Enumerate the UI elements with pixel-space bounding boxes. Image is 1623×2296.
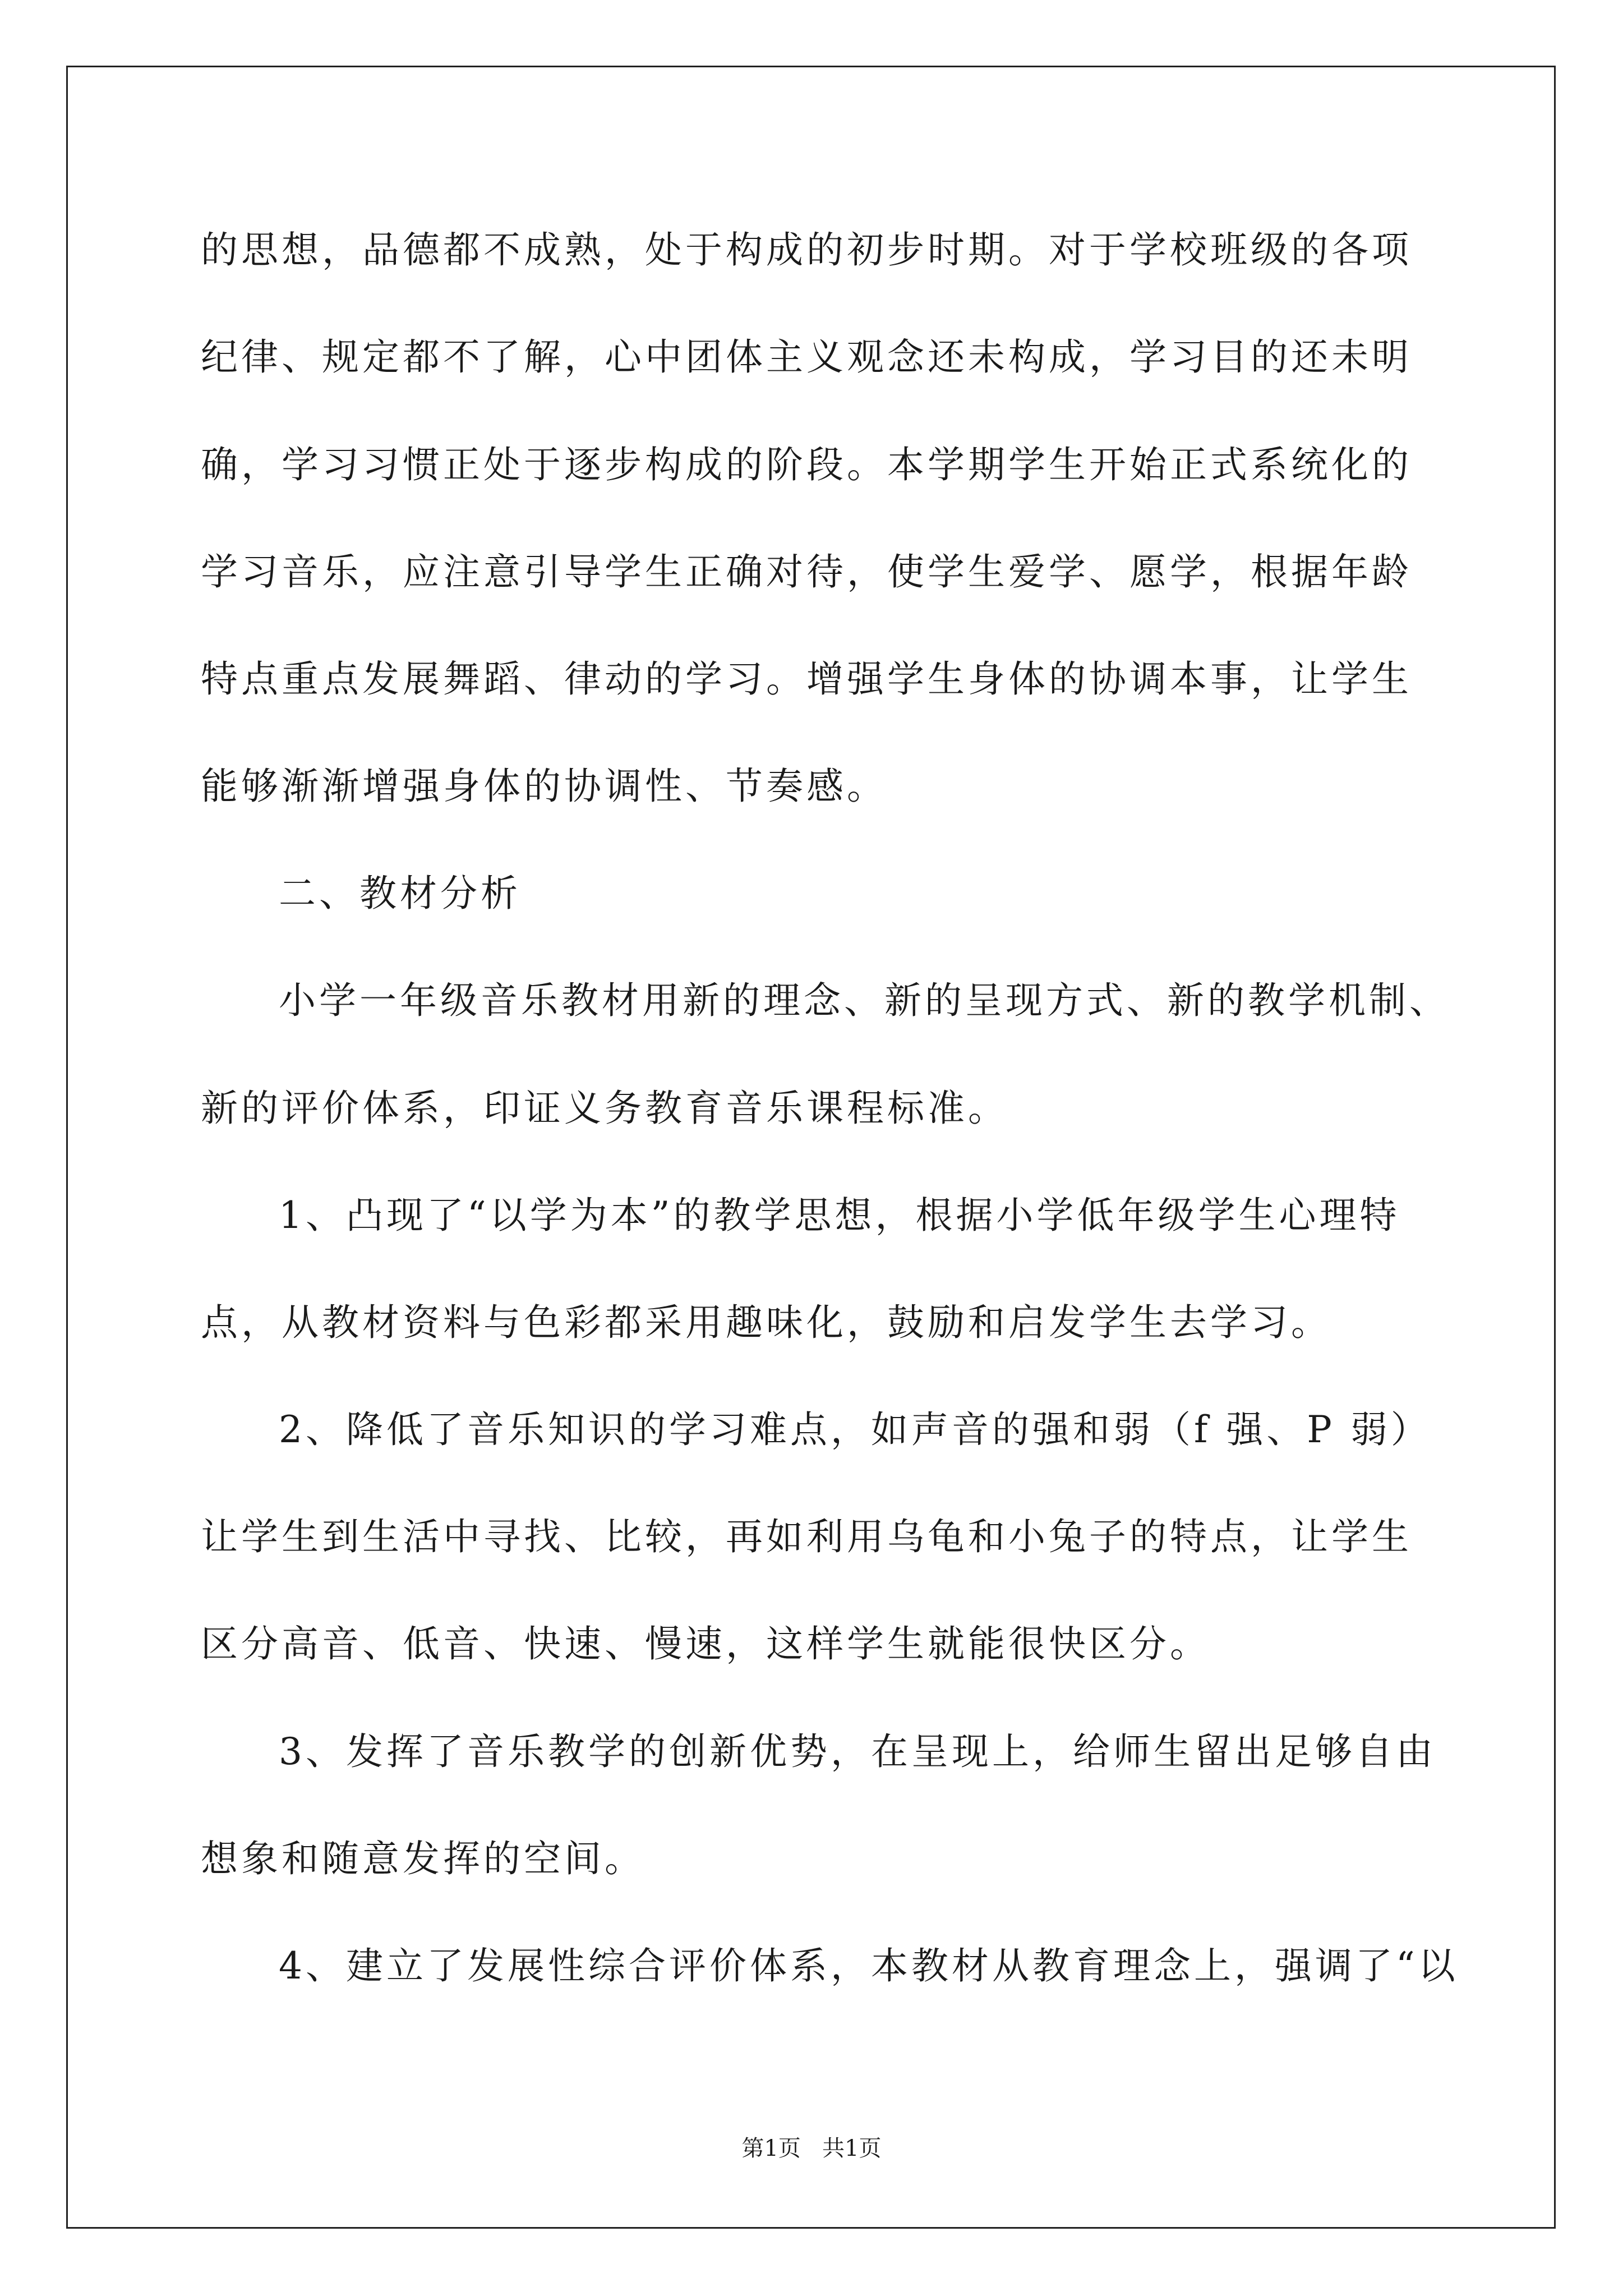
- body-line-6: 能够渐渐增强身体的协调性、节奏感。: [201, 765, 887, 808]
- body-line-12: 2、降低了音乐知识的学习难点，如声音的强和弱（f 强、P 弱）: [279, 1408, 1431, 1451]
- body-line-3: 确，学习习惯正处于逐步构成的阶段。本学期学生开始正式系统化的: [201, 443, 1412, 486]
- body-line-17: 4、建立了发展性综合评价体系，本教材从教育理念上，强调了“以: [279, 1944, 1459, 1987]
- body-line-16: 想象和随意发挥的空间。: [201, 1837, 645, 1880]
- body-line-9: 新的评价体系，印证义务教育音乐课程标准。: [201, 1087, 1008, 1130]
- page-number-footer: 第1页 共1页: [741, 2136, 882, 2161]
- body-line-14: 区分高音、低音、快速、慢速，这样学生就能很快区分。: [201, 1622, 1210, 1665]
- body-line-4: 学习音乐，应注意引导学生正确对待，使学生爱学、愿学，根据年龄: [201, 550, 1412, 593]
- body-line-13: 让学生到生活中寻找、比较，再如利用乌龟和小兔子的特点，让学生: [201, 1515, 1412, 1558]
- body-line-5: 特点重点发展舞蹈、律动的学习。增强学生身体的协调本事，让学生: [201, 657, 1412, 701]
- body-line-10: 1、凸现了“以学为本”的教学思想，根据小学低年级学生心理特: [279, 1194, 1400, 1237]
- body-line-1: 的思想，品德都不成熟，处于构成的初步时期。对于学校班级的各项: [201, 228, 1412, 272]
- body-line-15: 3、发挥了音乐教学的创新优势，在呈现上，给师生留出足够自由: [279, 1730, 1436, 1773]
- body-line-11: 点，从教材资料与色彩都采用趣味化，鼓励和启发学生去学习。: [201, 1301, 1331, 1344]
- body-line-2: 纪律、规定都不了解，心中团体主义观念还未构成，学习目的还未明: [201, 335, 1412, 379]
- body-line-8: 小学一年级音乐教材用新的理念、新的呈现方式、新的教学机制、: [279, 979, 1450, 1022]
- page-border: [66, 66, 1556, 2229]
- section-heading: 二、教材分析: [279, 872, 521, 915]
